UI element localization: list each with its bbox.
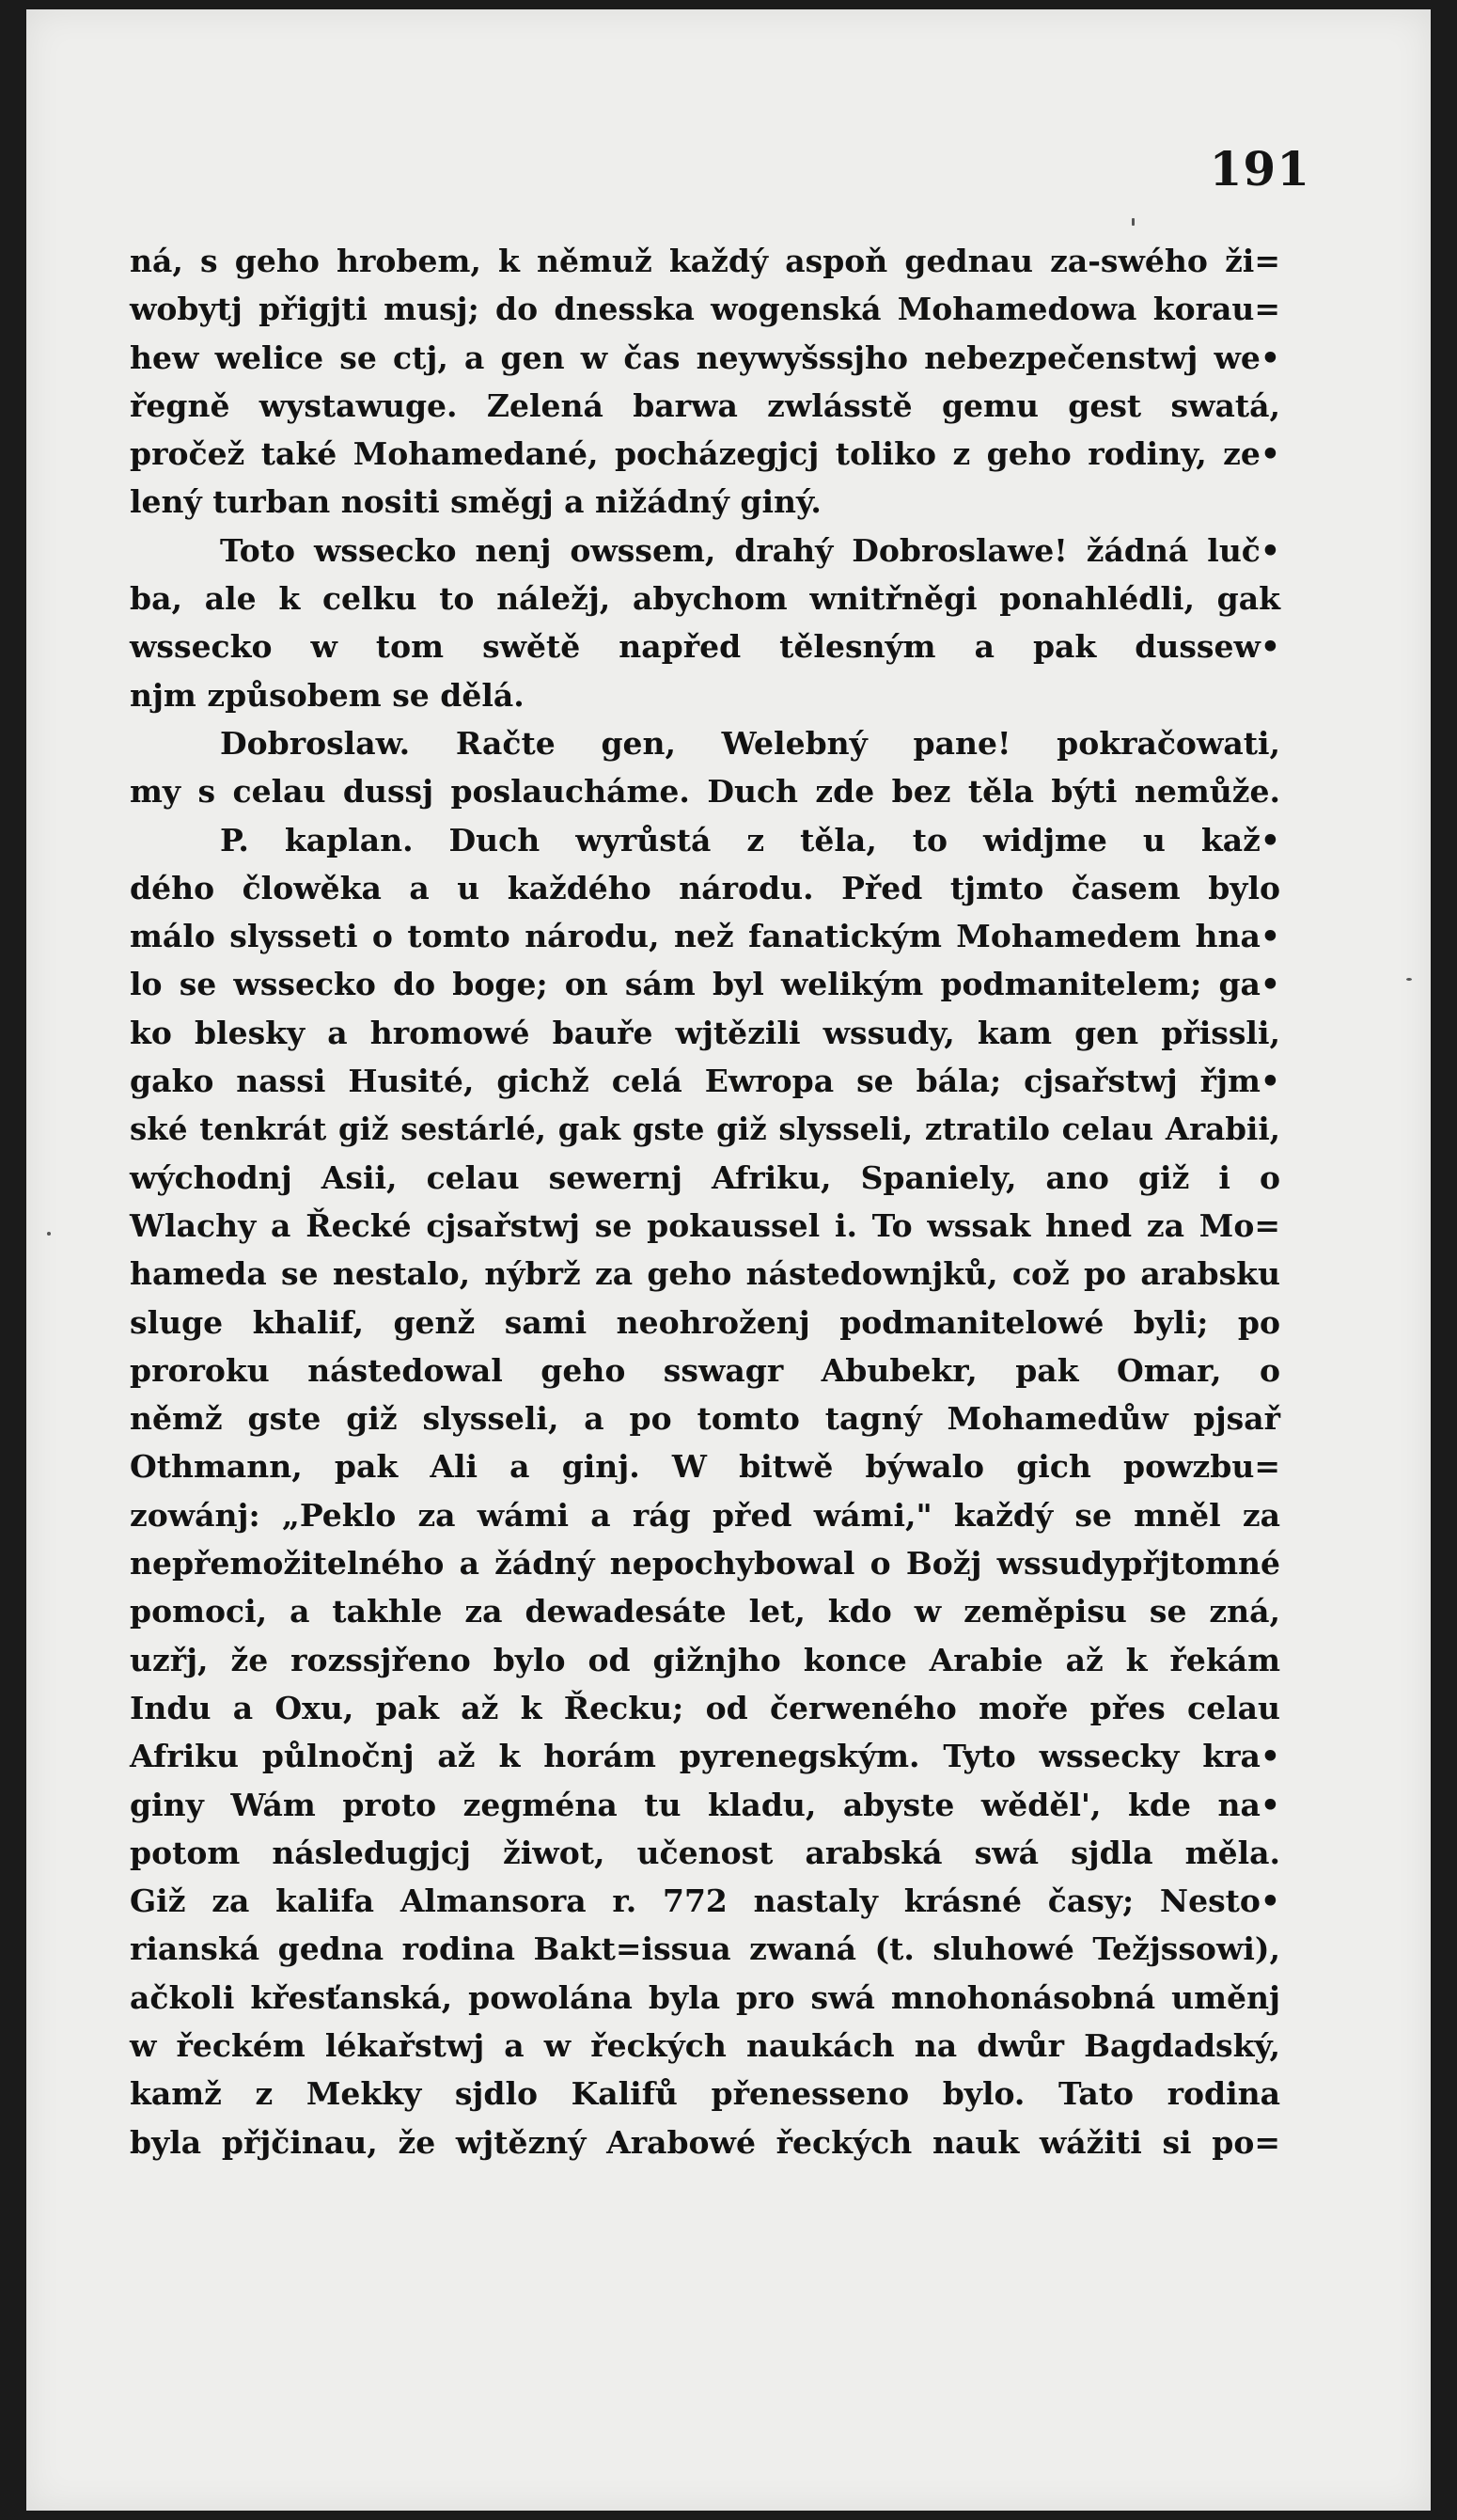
- text-line: zowánj: „Peklo za wámi a rág před wámi," každý se mněl za: [130, 1496, 1280, 1534]
- text-line: njm způsobem se dělá.: [130, 676, 525, 714]
- text-line: ské tenkrát giž sestárlé, gak gste giž slysseli, ztratilo celau Arabii,: [130, 1110, 1280, 1148]
- text-line: w řeckém lékařstwj a w řeckých naukách na dwůr Bagdadský,: [130, 2026, 1280, 2064]
- text-line: Afriku půlnočnj až k horám pyrenegským. Tyto wssecky kra•: [130, 1738, 1280, 1775]
- text-line: Dobroslaw. Račte gen, Welebný pane! pokračowati,: [220, 724, 1280, 762]
- text-line: lo se wssecko do boge; on sám byl welikým podmanitelem; ga•: [130, 966, 1280, 1003]
- text-line: my s celau dussj poslaucháme. Duch zde bez těla býti nemůže.: [130, 773, 1280, 811]
- text-line: řegně wystawuge. Zelená barwa zwlásstě gemu gest swatá,: [130, 386, 1280, 424]
- text-line: dého člowěka a u každého národu. Před tjmto časem bylo: [130, 869, 1280, 906]
- text-line: Wlachy a Řecké cjsařstwj se pokaussel i. To wssak hned za Mo=: [130, 1206, 1280, 1244]
- text-line: wýchodnj Asii, celau sewernj Afriku, Spaniely, ano giž i o: [130, 1158, 1280, 1196]
- text-line: ná, s geho hrobem, k němuž každý aspoň gednau za-swého ži=: [130, 243, 1280, 279]
- text-line: pročež také Mohamedané, pocházegjcj toliko z geho rodiny, ze•: [130, 435, 1280, 473]
- text-line: giny Wám proto zegména tu kladu, abyste wěděl', kde na•: [130, 1786, 1280, 1823]
- text-line: málo slysseti o tomto národu, než fanatickým Mohamedem hna•: [130, 918, 1280, 955]
- text-line: hew welice se ctj, a gen w čas neywyšssjho nebezpečenstwj we•: [130, 339, 1280, 376]
- text-line: uzřj, že rozssjřeno bylo od gižnjho konce Arabie až k řekám: [130, 1641, 1280, 1678]
- text-line: sluge khalif, genž sami neohroženj podmanitelowé byli; po: [130, 1303, 1280, 1341]
- text-line: rianská gedna rodina Bakt=issua zwaná (t. sluhowé Težjssowi),: [130, 1930, 1280, 1968]
- text-line: lený turban nositi směgj a nižádný giný.: [130, 483, 822, 521]
- print-speck: [1406, 978, 1412, 981]
- text-line: wobytj přigjti musj; do dnesska wogenská Mohamedowa korau=: [130, 291, 1280, 328]
- print-speck: [47, 1232, 51, 1236]
- text-line: Toto wssecko nenj owssem, drahý Dobroslawe! žádná luč•: [220, 531, 1280, 569]
- text-line: P. kaplan. Duch wyrůstá z těla, to widjme u kaž•: [220, 821, 1280, 858]
- print-speck: [1132, 218, 1135, 226]
- book-page: [26, 9, 1431, 2511]
- text-line: ko blesky a hromowé bauře wjtězili wssudy, kam gen přissli,: [130, 1014, 1280, 1051]
- text-line: gako nassi Husité, gichž celá Ewropa se bála; cjsařstwj řjm•: [130, 1063, 1280, 1100]
- text-line: byla přjčinau, že wjtězný Arabowé řeckých nauk wážiti si po=: [130, 2123, 1280, 2161]
- text-line: Othmann, pak Ali a ginj. W bitwě býwalo gich powzbu=: [130, 1448, 1280, 1486]
- page-number: 191: [1209, 141, 1310, 197]
- text-line: němž gste giž slysseli, a po tomto tagný Mohamedůw pjsař: [130, 1400, 1280, 1438]
- text-line: ba, ale k celku to náležj, abychom wnitřněgi ponahlédli, gak: [130, 580, 1280, 618]
- text-line: potom následugjcj žiwot, učenost arabská swá sjdla měla.: [130, 1834, 1280, 1871]
- text-line: Giž za kalifa Almansora r. 772 nastaly krásné časy; Nesto•: [130, 1882, 1280, 1920]
- page-text: [130, 237, 1280, 2166]
- text-line: ačkoli křesťanská, powolána byla pro swá mnohonásobná uměnj: [130, 1978, 1280, 2016]
- text-line: pomoci, a takhle za dewadesáte let, kdo w zeměpisu se zná,: [130, 1593, 1280, 1630]
- text-line: wssecko w tom swětě napřed tělesným a pak dussew•: [130, 628, 1280, 666]
- text-line: Indu a Oxu, pak až k Řecku; od čerweného moře přes celau: [130, 1689, 1280, 1726]
- text-line: proroku nástedowal geho sswagr Abubekr, pak Omar, o: [130, 1351, 1280, 1389]
- text-line: hameda se nestalo, nýbrž za geho nástedownjků, což po arabsku: [130, 1255, 1280, 1293]
- text-line: nepřemožitelného a žádný nepochybowal o Božj wssudypřjtomné: [130, 1545, 1280, 1583]
- text-line: kamž z Mekky sjdlo Kalifů přenesseno bylo. Tato rodina: [130, 2075, 1280, 2113]
